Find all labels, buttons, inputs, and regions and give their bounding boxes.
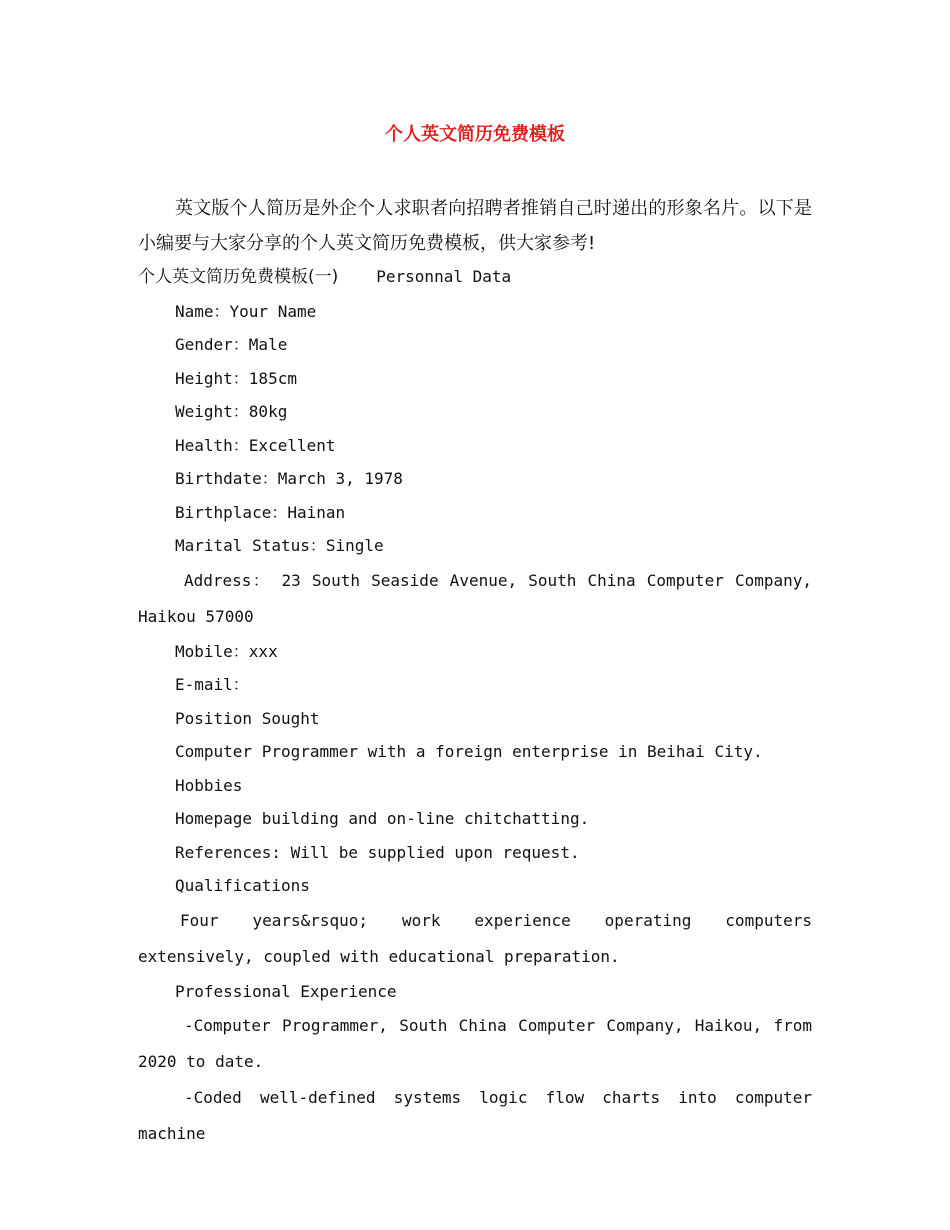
hobbies-heading: Hobbies [175,775,243,795]
experience-item: -Coded well-defined systems logic flow charts into computer machine [138,1088,812,1143]
position-text: Computer Programmer with a foreign enterprise in Beihai City. [175,742,763,761]
qualifications-heading: Qualifications [175,876,310,895]
experience-item: -Computer Programmer, South China Computer Company, Haikou, from 2020 to date. [138,1016,812,1071]
personal-data-label: Personnal Data [376,267,512,286]
field-email: E-mail： [175,675,249,694]
field-marital-status: Marital Status：Single [175,536,384,555]
field-birthplace: Birthplace：Hainan [175,502,346,522]
intro-paragraph: 英文版个人简历是外企个人求职者向招聘者推销自己时递出的形象名片。以下是小编要与大家分享的个人英文简历免费模板，供大家参考! [138,198,812,254]
field-birthdate: Birthdate：March 3, 1978 [175,469,403,488]
field-mobile: Mobile：xxx [175,641,278,661]
field-weight: Weight：80kg [175,402,288,421]
field-health: Health：Excellent [175,435,336,455]
document-body [138,191,812,1152]
experience-heading: Professional Experience [175,981,397,1001]
section-heading [138,260,812,295]
qualifications-text: Four years&rsquo; work experience operating computers extensively, coupled with educational preparation. [138,910,812,966]
field-height: Height：185cm [175,368,297,388]
field-name: Name：Your Name [175,301,317,321]
field-address: Address： 23 South Seaside Avenue, South China Computer Company, Haikou 57000 [138,570,812,626]
section-title: 个人英文简历免费模板(一) [138,267,339,287]
references-text: References: Will be supplied upon request. [175,842,580,862]
document-title: 个人英文简历免费模板 [385,124,565,145]
hobbies-text: Homepage building and on-line chitchatting. [175,809,590,828]
position-heading: Position Sought [175,708,320,728]
field-gender: Gender：Male [175,335,288,354]
